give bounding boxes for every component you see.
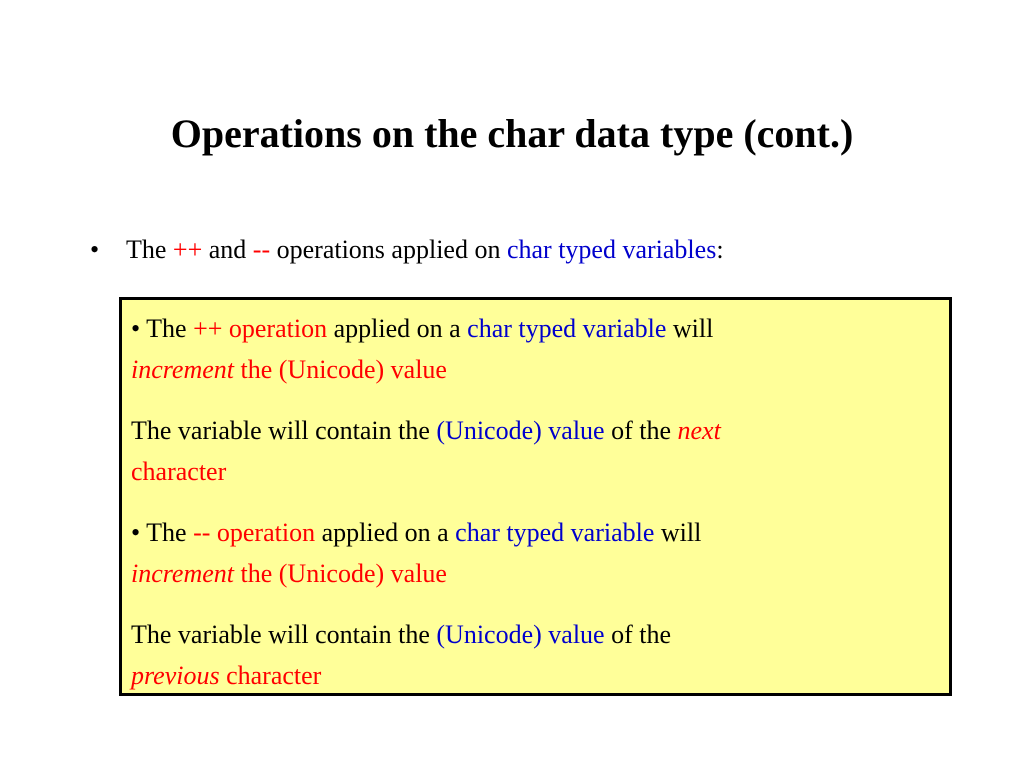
increment-operator: ++: [172, 235, 203, 264]
decrement-paragraph: [131, 512, 941, 594]
p1-value: the (Unicode) value: [240, 355, 447, 384]
p3-value: the (Unicode) value: [240, 559, 447, 588]
slide-title: Operations on the char data type (cont.): [170, 111, 854, 156]
char-typed-variables-term: char typed variables: [506, 235, 717, 264]
p2-next: next: [677, 416, 721, 445]
p4-character: character: [226, 661, 322, 690]
p3-increment: increment: [131, 559, 234, 588]
bullet-text-the: The: [126, 235, 167, 264]
decrement-operator: --: [252, 235, 271, 264]
bullet-text-operations: operations applied on: [276, 235, 501, 264]
p3-will: will: [660, 518, 702, 547]
p3-applied: applied on a: [321, 518, 449, 547]
p3-operation: -- operation: [193, 518, 316, 547]
previous-char-paragraph: [131, 614, 941, 696]
p4-unicode-value: (Unicode) value: [436, 620, 605, 649]
p4-previous: previous: [131, 661, 220, 690]
explanation-box: [119, 297, 952, 696]
next-char-paragraph: [131, 410, 941, 492]
p1-will: will: [672, 314, 714, 343]
p2-of-the: of the: [611, 416, 672, 445]
increment-paragraph: [131, 308, 941, 390]
p2-text: The variable will contain the: [131, 416, 430, 445]
p1-operation: ++ operation: [193, 314, 328, 343]
p1-increment: increment: [131, 355, 234, 384]
p2-character: character: [131, 457, 227, 486]
p3-marker: • The: [131, 518, 187, 547]
p1-marker: • The: [131, 314, 187, 343]
p4-of-the: of the: [611, 620, 672, 649]
p3-char-typed-variable: char typed variable: [455, 518, 655, 547]
p4-text: The variable will contain the: [131, 620, 430, 649]
bullet-text-and: and: [208, 235, 247, 264]
bullet-marker: •: [90, 235, 100, 264]
p1-applied: applied on a: [333, 314, 461, 343]
p1-char-typed-variable: char typed variable: [467, 314, 667, 343]
p2-unicode-value: (Unicode) value: [436, 416, 605, 445]
bullet-colon: :: [716, 235, 724, 264]
bullet-item: [90, 230, 724, 270]
